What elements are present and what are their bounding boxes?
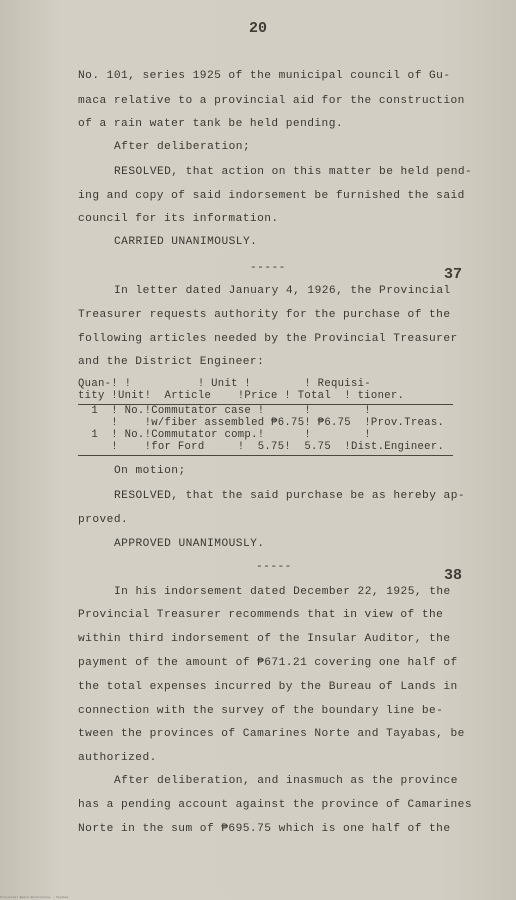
table-row: Quan-! ! ! Unit ! ! Requisi- bbox=[78, 378, 371, 390]
text-line: authorized. bbox=[78, 752, 157, 764]
text-line: After deliberation; bbox=[114, 141, 251, 153]
table-row: 1 ! No.!Commutator case ! ! ! bbox=[78, 405, 371, 417]
text-line: No. 101, series 1925 of the municipal council of Gu- bbox=[78, 70, 451, 82]
text-line: maca relative to a provincial aid for the construction bbox=[78, 95, 465, 107]
text-line: ing and copy of said indorsement be furnished the said bbox=[78, 190, 465, 202]
text-line: CARRIED UNANIMOUSLY. bbox=[114, 236, 258, 248]
table-bottom-rule bbox=[78, 455, 453, 456]
footer-caption: Provincial Board Resolutions · Tayabas bbox=[0, 896, 69, 899]
text-line: After deliberation, and inasmuch as the province bbox=[114, 775, 458, 787]
separator: ----- bbox=[256, 561, 292, 573]
table-row: ! !w/fiber assembled ₱6.75! ₱6.75 !Prov.Treas. bbox=[78, 417, 445, 429]
text-line: and the District Engineer: bbox=[78, 356, 265, 368]
text-line: payment of the amount of ₱671.21 covering one half of bbox=[78, 657, 458, 669]
text-line: Treasurer requests authority for the purchase of the bbox=[78, 309, 451, 321]
table-row: 1 ! No.!Commutator comp.! ! ! bbox=[78, 429, 371, 441]
text-line: council for its information. bbox=[78, 213, 279, 225]
margin-number: 37 bbox=[444, 266, 463, 283]
text-line: In his indorsement dated December 22, 1925, the bbox=[114, 586, 451, 598]
text-line: Provincial Treasurer recommends that in view of the bbox=[78, 609, 444, 621]
margin-number: 38 bbox=[444, 567, 463, 584]
text-line: APPROVED UNANIMOUSLY. bbox=[114, 538, 265, 550]
table-row: ! !for Ford ! 5.75! 5.75 !Dist.Engineer. bbox=[78, 441, 445, 453]
text-line: In letter dated January 4, 1926, the Provincial bbox=[114, 285, 451, 297]
text-line: the total expenses incurred by the Bureau of Lands in bbox=[78, 681, 458, 693]
text-line: tween the provinces of Camarines Norte and Tayabas, be bbox=[78, 728, 465, 740]
page-number: 20 bbox=[248, 20, 267, 37]
text-line: has a pending account against the province of Camarines bbox=[78, 799, 472, 811]
text-line: RESOLVED, that the said purchase be as hereby ap- bbox=[114, 490, 466, 502]
text-line: On motion; bbox=[114, 465, 186, 477]
text-line: following articles needed by the Provincial Treasurer bbox=[78, 333, 458, 345]
text-line: proved. bbox=[78, 514, 129, 526]
text-line: within third indorsement of the Insular Auditor, the bbox=[78, 633, 451, 645]
table-row: tity !Unit! Article !Price ! Total ! tioner. bbox=[78, 390, 405, 402]
text-line: Norte in the sum of ₱695.75 which is one half of the bbox=[78, 823, 451, 835]
text-line: of a rain water tank be held pending. bbox=[78, 118, 344, 130]
text-line: connection with the survey of the boundary line be- bbox=[78, 705, 444, 717]
text-line: RESOLVED, that action on this matter be held pend- bbox=[114, 166, 473, 178]
separator: ----- bbox=[250, 262, 286, 274]
